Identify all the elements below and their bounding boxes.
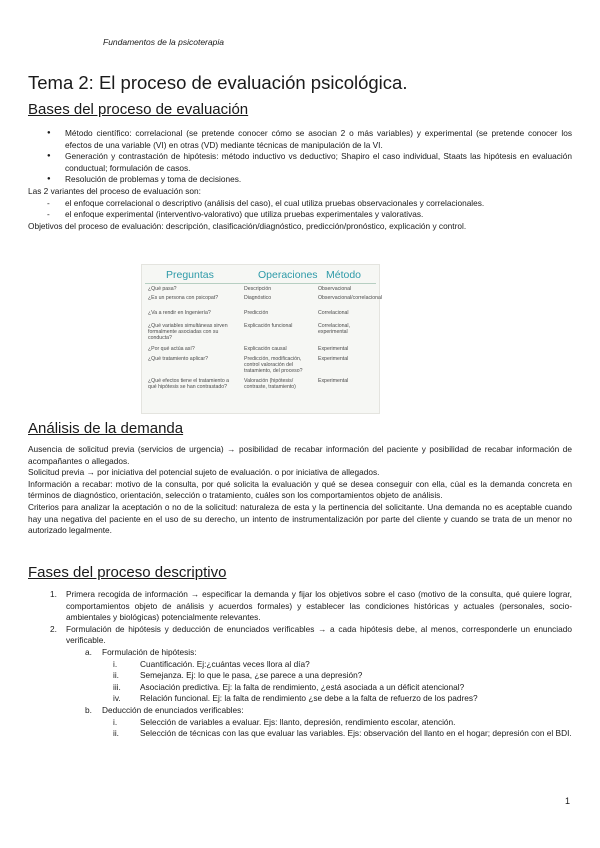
running-header: Fundamentos de la psicoterapia [103,37,224,47]
figure-cell: Diagnóstico [244,295,272,301]
subsub-item [28,717,572,729]
figure-cell: ¿Es un persona con psicopat? [148,295,219,301]
figure-cell: Experimental [318,356,349,362]
bullet-item: ● Método científico: correlacional (se pretende conocer cómo se asocian 2 o más variables) y experimental (se pretende conocer los efectos de una variable (VI) en otras (VD) mediante técnicas de manipulación de la VI. [28,128,572,151]
demanda-paragraph: Ausencia de solicitud previa (servicios de urgencia) → posibilidad de recabar información del paciente y posibilidad de recabar información de acompañantes o allegados. [28,444,572,466]
item-marker: iii. [113,681,121,692]
item-text: Asociación predictiva. Ej: la falta de rendimiento, ¿está asociada a un déficit atencional? [140,681,465,692]
figure-cell: ¿Qué pasa? [148,286,177,292]
item-marker: iv. [113,693,121,704]
item-text: Selección de técnicas con las que evaluar las variables. Ejs: observación del llanto en el hogar; depresión con el BDI. [140,728,572,739]
page-number: 1 [564,796,570,806]
item-marker: i. [113,658,118,669]
figure-cell: Observacional/correlacional [318,295,383,301]
figure-cell: Experimental [318,378,349,384]
item-marker: b. [85,704,92,715]
heading-fases: Fases del proceso descriptivo [28,564,227,581]
variant-item: - el enfoque experimental (interventivo-valorativo) que utiliza pruebas experimentales y valorativas. [28,209,572,221]
item-text: Formulación de hipótesis y deducción de enunciados verificables → a cada hipótesis debe, al menos, corresponderle un enunciado verificable. [66,623,572,646]
item-text: Relación funcional. Ej: la falta de rendimiento ¿se debe a la falta de refuerzo de los padres? [140,693,478,704]
subsub-item [28,728,572,740]
variants-list [28,198,572,221]
figure-cell: Predicción [244,310,269,316]
subsub-item [28,670,572,682]
phase-item-1 [28,589,572,624]
figure-cell: Observacional [318,286,352,292]
fases-content [28,589,572,740]
figure-divider [145,283,376,284]
figure-cell: ¿Qué tratamiento aplicar? [148,356,208,362]
figure-cell: ¿Qué variables simultáneas sirven formalmente asociadas con su conducta? [148,323,228,341]
figure-cell: Predicción, modificación, control valoración del tratamiento, del proceso? [244,356,303,374]
figure-cell: Explicación causal [244,346,287,352]
item-text: Primera recogida de información → especificar la demanda y fijar los objetivos sobre el caso (motivo de la consulta, qué quiere lograr, comportamientos objeto de análisis y acuerdos formales) y establecer las condiciones históricas y actuales (personales, socio-ambientales y biológicas) potencialmente relevantes. [66,589,572,623]
evaluation-table-figure [141,264,383,414]
demanda-paragraph: Solicitud previa → por iniciativa del potencial sujeto de evaluación. o por iniciativa de allegados. [28,467,380,478]
objectives-text: Objetivos del proceso de evaluación: descripción, clasificación/diagnóstico, predicción/pronóstico, explicación y control. [28,220,467,231]
figure-header-metodo: Método [326,269,362,281]
sub-item-b [28,705,572,717]
bullet-item: ● Resolución de problemas y toma de decisiones. [28,174,572,186]
item-text: Semejanza. Ej: lo que le pasa, ¿se parece a una depresión? [140,670,363,681]
figure-cell: Experimental [318,346,349,352]
figure-cell: Explicación funcional [244,323,293,329]
item-text: Formulación de hipótesis: [102,646,197,657]
figure-cell: Valoración (hipótesis/ contraste, tratamiento) [244,378,296,390]
item-marker: 2. [50,623,57,634]
bullet-item: ● Generación y contrastación de hipótesis: método inductivo vs deductivo; Shapiro el caso individual, Staats las hipótesis en evaluación conductual; formulación de casos. [28,151,572,174]
bases-bullet-list [28,128,572,186]
figure-cell: ¿Qué efectos tiene el tratamiento a qué hipótesis se han contrastado? [148,378,230,390]
subsub-item [28,693,572,705]
phase-item-2 [28,624,572,647]
subsub-item [28,659,572,671]
figure-cell: ¿Por qué actúa así? [148,346,195,352]
demanda-paragraph: Criterios para analizar la aceptación o no de la solicitud: naturaleza de esta y la pertinencia del solicitante. Una demanda no es aceptable cuando hay una negativa del paciente en el uso de su derecho, un intento de instrumentalización por parte del cliente y cuando se trata de un menor no autorizado legalmente. [28,501,572,536]
variant-item: - el enfoque correlacional o descriptivo (análisis del caso), el cual utiliza pruebas observacionales y correlacionales. [28,198,572,210]
heading-bases: Bases del proceso de evaluación [28,101,249,118]
figure-cell: ¿Va a rendir en Ingeniería? [148,310,211,316]
figure-header-operaciones: Operaciones [258,269,318,281]
figure-header-preguntas: Preguntas [166,269,214,281]
item-marker: 1. [50,589,57,599]
item-marker: ii. [113,728,119,739]
demanda-paragraph: Información a recabar: motivo de la consulta, por qué solicita la evaluación y qué se desea conseguir con ella, cúal es la demanda concreta en términos de diagnóstico, orientación, selección o tratamiento, cuáles son los comportamientos objeto de análisis. [28,478,572,501]
figure-cell: Correlacional, experimental [318,323,351,335]
subsub-item [28,682,572,694]
item-marker: ii. [113,670,119,681]
figure-cell: Correlacional [318,310,349,316]
item-text: Deducción de enunciados verificables: [102,704,244,715]
heading-analisis-demanda: Análisis de la demanda [28,420,184,437]
item-text: Selección de variables a evaluar. Ejs: llanto, depresión, rendimiento escolar, atención. [140,716,456,727]
demanda-content [28,444,572,537]
sub-item-a [28,647,572,659]
item-marker: i. [113,716,118,727]
bases-content [28,128,572,232]
item-marker: a. [85,646,92,657]
page-title: Tema 2: El proceso de evaluación psicológica. [28,72,408,93]
variants-intro: Las 2 variantes del proceso de evaluación son: [28,185,201,196]
item-text: Cuantificación. Ej:¿cuántas veces llora al día? [140,658,310,669]
figure-cell: Descripción [244,286,272,292]
